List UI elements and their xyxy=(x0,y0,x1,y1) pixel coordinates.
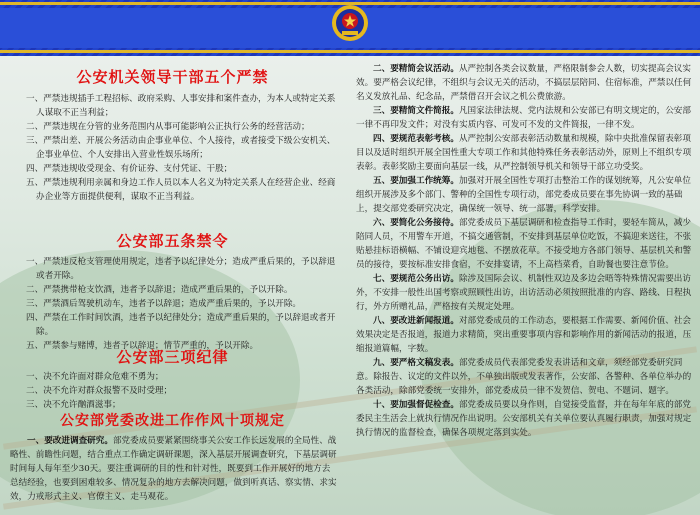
regulation-body: 部党委成员代表部党委发表讲话和文章，须经部党委研究同意。除报告、议定的文件以外，不单独出版或发表著作，公安部、各警种、各单位举办的各类活动，除部党委统一安排外，部党委成员一律不发贺信、贺电、不题词、题字。 xyxy=(356,358,692,396)
list-item: 一、严禁违规插手工程招标、政府采购、人事安排和案件查办，为本人或特定关系人谋取不正当利益； xyxy=(26,94,336,118)
title-three-disciplines: 公安部三项纪律 xyxy=(116,348,229,366)
list-item: 四、严禁违规收受现金、有价证券、支付凭证、干股； xyxy=(26,164,233,174)
regulation-heading: 四、要规范表彰考核。 xyxy=(373,134,459,144)
regulation-heading: 十、要加强督促检查。 xyxy=(373,400,459,410)
right-column xyxy=(350,60,700,515)
regulation-heading: 二、要精简会议活动。 xyxy=(373,64,459,74)
list-item: 五、严禁违规利用亲属和身边工作人员以本人名义为特定关系人在经营企业、经商办企业等方面提供便利，谋取不正当利益。 xyxy=(26,178,336,202)
regulation-item-5 xyxy=(356,174,696,216)
regulation-body: 部党委成员要紧紧围绕事关公安工作长远发展的全局性、战略性、前瞻性问题，结合重点工作确定调研课题，深入基层开展调查研究，下基层调研时间每人每年至少30天。要注重调研的目的性和针对性，既要到工作开展好的地方去总结经验，也要到困难较多、情况复杂的地方去解决问题，做到听真话、察实情、求实效，力戒形式主义、官僚主义、走马观花。 xyxy=(10,436,337,502)
regulation-body: 对部党委成员的工作动态，要根据工作需要、新闻价值、社会效果决定是否报道，报道力求精简，突出重要事项内容和影响作用的新闻活动的报道，压缩报道篇幅，字数。 xyxy=(356,316,692,354)
regulations-list xyxy=(356,62,696,440)
header-banner xyxy=(0,0,700,56)
regulation-heading: 六、要简化公务接待。 xyxy=(373,218,459,228)
regulation-body: 部党委成员要以身作则，自觉接受监督，并在每年年底的部党委民主生活会上就执行情况作出说明。公安部机关有关单位要认真履行职责，加强对规定执行情况的监督检查，确保各项规定落到实处。 xyxy=(356,400,692,438)
regulation-body: 加强对开展全国性专项打击整治工作的谋划统筹，凡公安单位组织开展涉及多个部门、警种的全国性专项行动，部党委成员要在事先协调一致的基础上，提交部党委研究决定，确保统一领导、统一部署，科学安排。 xyxy=(356,176,691,214)
regulation-body: 部党委成员下基层调研和检查指导工作时，要轻车简从，减少陪同人员，不用警车开道，不搞交通管制，不安排到基层单位吃饭，不搞迎来送往，不张贴悬挂标语横幅、不铺设迎宾地毯、不摆放花草。不接受地方各部门领导、基层机关和警员的接待，要按标准安排食宿，不安排宴请，不上高档菜肴，自助餐也要注意节俭。 xyxy=(356,218,692,270)
regulation-heading: 七、要规范公务出访。 xyxy=(373,274,459,284)
left-column xyxy=(0,60,345,515)
list-five-prohibitions-leaders xyxy=(10,92,338,204)
police-emblem-icon xyxy=(330,3,370,43)
list-item: 一、决不允许面对群众危难不勇为； xyxy=(26,372,164,382)
regulation-heading: 一、要改进调查研究。 xyxy=(27,436,113,446)
regulation-body: 凡国家法律法规、党内法规和公安部已有明文规定的，公安部一律不再印发文件；对没有实质内容、可发可不发的文件简报，一律不发。 xyxy=(356,106,691,130)
regulation-item-6 xyxy=(356,216,696,272)
regulation-item-2 xyxy=(356,62,696,104)
list-item: 三、严禁酒后驾驶机动车，违者予以辞退；造成严重后果的，予以开除。 xyxy=(26,299,302,309)
list-five-bans xyxy=(10,255,338,353)
regulation-item-8 xyxy=(356,314,696,356)
title-ten-regulations: 公安部党委改进工作作风十项规定 xyxy=(60,413,285,429)
list-item: 一、严禁违反枪支管理使用规定，违者予以纪律处分；造成严重后果的，予以辞退或者开除。 xyxy=(26,257,336,281)
list-item: 三、严禁出差、开展公务活动由企事业单位、个人接待，或者接受下级公安机关、企事业单位、个人安排出入营业性娱乐场所； xyxy=(26,136,336,160)
regulation-item-9 xyxy=(356,356,696,398)
regulation-heading: 三、要精简文件简报。 xyxy=(373,106,459,116)
regulation-heading: 八、要改进新闻报道。 xyxy=(373,316,459,326)
list-item: 二、严禁携带枪支饮酒，违者予以辞退；造成严重后果的，予以开除。 xyxy=(26,285,293,295)
regulation-item-7 xyxy=(356,272,696,314)
regulation-item-10 xyxy=(356,398,696,440)
header-border xyxy=(0,50,700,53)
regulation-item-4 xyxy=(356,132,696,174)
list-item: 五、严禁参与赌博，违者予以辞退；情节严重的，予以开除。 xyxy=(26,341,259,351)
title-five-prohibitions-leaders: 公安机关领导干部五个严禁 xyxy=(76,68,269,86)
regulation-item-1 xyxy=(10,434,338,504)
regulation-item-3 xyxy=(356,104,696,132)
regulation-heading: 五、要加强工作统筹。 xyxy=(373,176,459,186)
list-item: 二、严禁违规在分管的业务范围内从事可能影响公正执行公务的经营活动； xyxy=(26,122,310,132)
regulation-body: 从严控制各类会议数量，严格限制参会人数，切实提高会议实效。要严格会议纪律，不组织与会议无关的活动，不搞层层陪同、住宿标准，严禁以任何名义发放礼品、纪念品，严禁借召开会议之机公费旅游。 xyxy=(356,64,692,102)
list-item: 二、决不允许对群众报警不及时受理； xyxy=(26,386,173,396)
title-five-bans: 公安部五条禁令 xyxy=(116,232,229,250)
regulation-body: 从严控制公安部表彰活动数量和规模，除中央批准保留表彰项目以及适时组织开展全国性重大专项工作和其他特殊任务表彰活动外，原则上不组织专项表彰。表彰奖励主要面向基层一线，从严控制领导机关和领导干部立功受奖。 xyxy=(356,134,692,172)
list-item: 四、严禁在工作时间饮酒，违者予以纪律处分；造成严重后果的，予以辞退或者开除。 xyxy=(26,313,336,337)
regulation-heading: 九、要严格文稿发表。 xyxy=(373,358,459,368)
list-item: 三、决不允许酗酒滋事； xyxy=(26,400,121,410)
list-three-disciplines xyxy=(10,370,338,412)
regulation-body: 除涉及国际会议、机制性双边及多边会晤等特殊情况需要出访外，不安排一般性出国考察或照顾性出访，出访活动必须按照批准的内容、路线、日程执行，外方所赠礼品，严格按有关规定处理。 xyxy=(356,274,692,312)
